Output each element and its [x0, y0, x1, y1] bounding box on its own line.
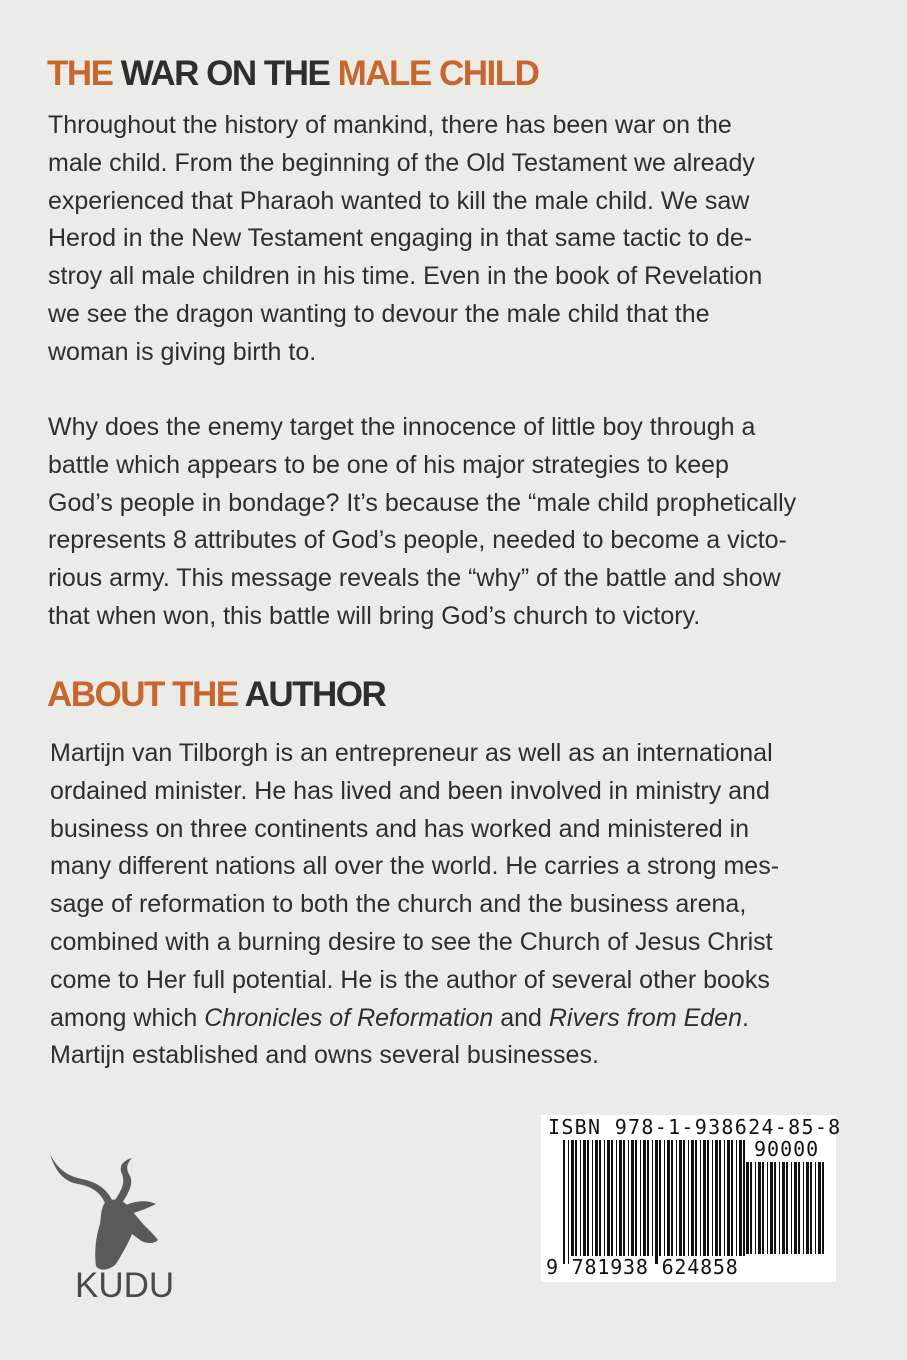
barcode-bar [683, 1140, 685, 1256]
paragraph-line: represents 8 attributes of God’s people, needed to become a victo- [48, 526, 787, 555]
text-and: and [493, 1003, 549, 1032]
isbn-barcode [541, 1115, 842, 1282]
barcode-bar [746, 1162, 749, 1254]
barcode-bar [647, 1140, 649, 1256]
barcode-bar [587, 1140, 589, 1256]
publisher-name: KUDU [75, 1266, 175, 1305]
book-title-chronicles: Chronicles of Reformation [204, 1003, 494, 1032]
barcode-bar [616, 1140, 617, 1256]
barcode-bar [640, 1140, 641, 1256]
paragraph-line: Why does the enemy target the innocence of little boy through a [48, 413, 756, 441]
barcode-bar [631, 1140, 634, 1256]
heading-dark-war-on-the: WAR ON THE [120, 54, 330, 93]
barcode-bar [688, 1140, 689, 1256]
heading-accent-male-child: MALE CHILD [337, 54, 539, 93]
barcode-bar [719, 1140, 721, 1256]
barcode-bar [592, 1140, 593, 1256]
paragraph-line: Throughout the history of mankind, there has been war on the [48, 111, 732, 139]
barcode-bar [655, 1140, 658, 1264]
book-title-rivers: Rivers from Eden [548, 1003, 742, 1032]
barcode-bar [707, 1140, 709, 1256]
barcode-bar [731, 1140, 733, 1256]
barcode-bar [607, 1140, 610, 1256]
barcode-bar [815, 1162, 816, 1254]
heading-accent-the: THE [47, 54, 113, 93]
paragraph-line: Martijn van Tilborgh is an entrepreneur as well as an international [50, 739, 773, 767]
barcode-bar [758, 1162, 761, 1254]
barcode-bar [652, 1140, 653, 1256]
barcode-bar [695, 1140, 697, 1256]
paragraph-line: rious army. This message reveals the “why” of the battle and show [48, 564, 781, 593]
paragraph-line: Herod in the New Testament engaging in that same tactic to de- [48, 224, 753, 253]
paragraph-line: woman is giving birth to. [48, 337, 317, 366]
barcode-bar [563, 1140, 565, 1264]
paragraph-line: Martijn established and owns several businesses. [50, 1041, 599, 1070]
heading-war-on-male-child [47, 54, 538, 94]
paragraph-line-books [50, 1000, 779, 1038]
barcode-bar [715, 1140, 718, 1256]
barcode-bar [712, 1140, 713, 1256]
barcode-bar [599, 1140, 601, 1256]
paragraph-line: God’s people in bondage? It’s because the “male child prophetically [48, 488, 797, 517]
barcode-bar [628, 1140, 629, 1256]
barcode-bar [703, 1140, 706, 1256]
barcode-bar [779, 1162, 780, 1254]
barcode-bar [667, 1140, 670, 1256]
barcode-bar [767, 1162, 768, 1254]
barcode-bar [643, 1140, 646, 1256]
barcode-bar [664, 1140, 665, 1256]
paragraph-line: stroy all male children in his time. Even in the book of Revelation [48, 262, 763, 291]
price-addon-code: 90000 [754, 1137, 820, 1161]
barcode-bar [750, 1162, 752, 1254]
barcode-bar [583, 1140, 586, 1256]
heading-accent-about-the: ABOUT THE [47, 675, 238, 714]
barcode-bar [794, 1162, 797, 1254]
paragraph-line: male child. From the beginning of the Old Testament we already [48, 148, 755, 177]
barcode-bar [724, 1140, 725, 1256]
barcode-bar [727, 1140, 730, 1256]
paragraph-line: battle which appears to be one of his major strategies to keep [48, 450, 729, 479]
paragraph-line: experienced that Pharaoh wanted to kill the male child. We saw [48, 186, 750, 215]
barcode-bar [635, 1140, 637, 1256]
heading-about-the-author [47, 675, 385, 715]
ean-digits: 9 781938 624858 [546, 1255, 739, 1279]
barcode-bar [798, 1162, 800, 1254]
addon-bars [746, 1162, 830, 1254]
text-among-which: among which [50, 1003, 205, 1032]
barcode-bar [595, 1140, 598, 1256]
barcode-bar [679, 1140, 682, 1256]
isbn-label: ISBN 978-1-938624-85-8 [548, 1115, 842, 1139]
barcode-bar [580, 1140, 581, 1256]
publisher-logo [44, 1148, 184, 1308]
kudu-head-icon [44, 1148, 184, 1273]
barcode-bar [818, 1162, 821, 1254]
barcode-bar [691, 1140, 694, 1256]
barcode-bar [623, 1140, 625, 1256]
paragraph-line: ordained minister. He has lived and been involved in ministry and [50, 776, 770, 805]
barcode-bar [803, 1162, 804, 1254]
barcode-bar [611, 1140, 613, 1256]
ean13-bars [563, 1140, 751, 1266]
barcode-bar [736, 1140, 737, 1256]
heading-dark-author: AUTHOR [244, 675, 386, 714]
barcode-bar [743, 1140, 745, 1256]
barcode-bar [774, 1162, 776, 1254]
paragraph-line: combined with a burning desire to see the Church of Jesus Christ [50, 927, 773, 956]
barcode-bar [739, 1140, 742, 1256]
barcode-bar [575, 1140, 577, 1256]
barcode-bar [676, 1140, 677, 1256]
text-period: . [742, 1003, 749, 1032]
paragraph-line: we see the dragon wanting to devour the male child that the [48, 299, 710, 328]
paragraph-line: come to Her full potential. He is the author of several other books [50, 965, 770, 994]
intro-paragraph-1 [48, 107, 762, 372]
barcode-bar [619, 1140, 622, 1256]
paragraph-line: that when won, this battle will bring God’s church to victory. [48, 601, 701, 630]
barcode-bar [822, 1162, 824, 1254]
barcode-bar [568, 1140, 569, 1264]
barcode-bar [791, 1162, 792, 1254]
barcode-bar [659, 1140, 661, 1256]
barcode-bar [604, 1140, 605, 1256]
barcode-bar [700, 1140, 701, 1256]
intro-paragraph-2 [48, 409, 796, 636]
barcode-bar [755, 1162, 756, 1254]
barcode-bar [571, 1140, 574, 1256]
barcode-bar [671, 1140, 673, 1256]
barcode-bar [810, 1162, 812, 1254]
paragraph-line: business on three continents and has worked and ministered in [50, 814, 750, 843]
paragraph-line: sage of reformation to both the church and the business arena, [50, 890, 747, 919]
paragraph-line: many different nations all over the world. He carries a strong mes- [50, 852, 780, 881]
barcode-bar [786, 1162, 788, 1254]
barcode-bar [806, 1162, 809, 1254]
barcode-bar [762, 1162, 764, 1254]
barcode-bar [770, 1162, 773, 1254]
author-bio-paragraph [50, 735, 779, 1075]
barcode-bar [782, 1162, 785, 1254]
